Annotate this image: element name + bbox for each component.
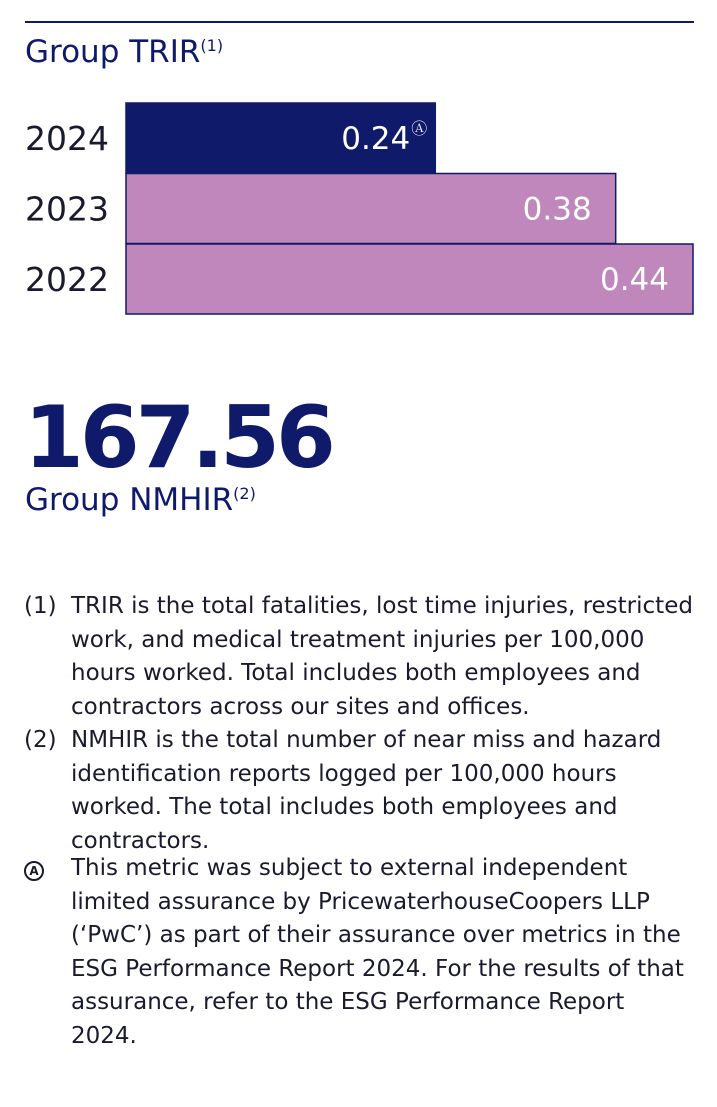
footnote-assurance <box>24 852 694 1053</box>
footnotes <box>24 590 694 1053</box>
chart-title-text: Group TRIR <box>25 34 201 70</box>
footnote-1-text: TRIR is the total fatalities, lost time injuries, restricted work, and medical treatment injuries per 100,000 hours worked. Total includes both employees and contractors across our sites and offices. <box>71 593 693 720</box>
trir-bar-chart <box>0 95 717 325</box>
nmhir-footnote-ref: (2) <box>233 484 256 503</box>
nmhir-label-text: Group NMHIR <box>25 482 234 518</box>
footnote-1-marker: (1) <box>24 593 57 619</box>
value-label-2024: 0.24 <box>341 121 411 157</box>
category-label-2024: 2024 <box>25 119 109 158</box>
title-footnote-ref: (1) <box>200 36 224 55</box>
assurance-icon: A <box>24 861 44 881</box>
assurance-marker-2024: Ⓐ <box>411 119 428 138</box>
footnote-assurance-text: This metric was subject to external independent limited assurance by PricewaterhouseCoopers LLP (‘PwC’) as part of their assurance over metrics in the ESG Performance Report 2024. For the results of that assurance, refer to the ESG Performance Report 2024. <box>71 855 684 1049</box>
value-label-2023: 0.38 <box>522 191 592 228</box>
value-label-2022: 0.44 <box>599 262 669 298</box>
nmhir-value: 167.56 <box>24 388 332 488</box>
chart-title <box>25 34 223 70</box>
category-label-2023: 2023 <box>25 189 109 229</box>
nmhir-label <box>25 482 256 518</box>
category-label-2022: 2022 <box>25 260 109 299</box>
footnote-2-text: NMHIR is the total number of near miss and hazard identification reports logged per 100,000 hours worked. The total includes both employees and contractors. <box>71 727 662 854</box>
top-divider <box>25 21 694 23</box>
footnote-1 <box>24 590 694 724</box>
footnote-2 <box>24 724 694 858</box>
footnote-2-marker: (2) <box>24 727 57 753</box>
